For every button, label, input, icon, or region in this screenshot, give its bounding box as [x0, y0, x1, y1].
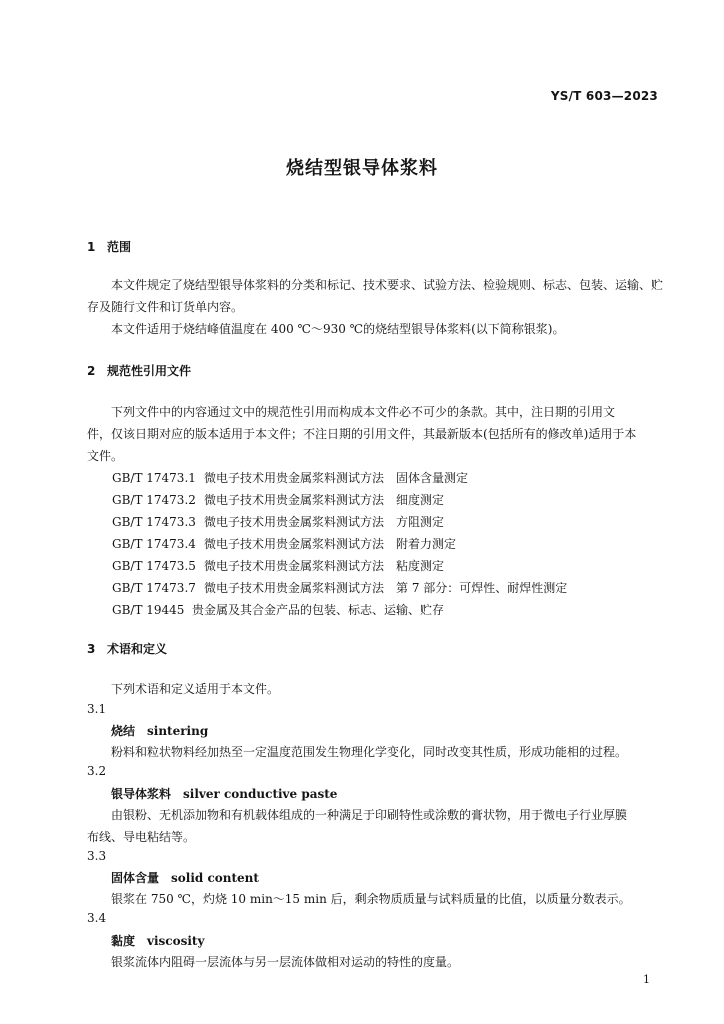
term-en: silver conductive paste: [183, 787, 338, 801]
section-number: 3: [87, 642, 96, 656]
term-name: [111, 932, 204, 949]
reference-code: GB/T 17473.4: [112, 537, 196, 551]
section-number: 1: [87, 240, 96, 254]
term-number: 3.1: [87, 702, 107, 716]
document-title: 烧结型银导体浆料: [286, 158, 438, 179]
section-title: 范围: [107, 240, 132, 254]
reference-item: [112, 579, 567, 596]
term-name: [111, 722, 208, 739]
term-zh: 黏度: [111, 934, 136, 948]
page-number: 1: [643, 973, 650, 986]
term-name: [111, 869, 259, 886]
term-en: viscosity: [147, 934, 205, 948]
term-zh: 固体含量: [111, 871, 160, 885]
scope-para-1-line-2: 存及随行文件和订货单内容。: [87, 300, 244, 314]
reference-item: [112, 513, 444, 530]
reference-title: 微电子技术用贵金属浆料测试方法 方阻测定: [204, 515, 445, 529]
term-definition-continued: 布线、导电粘结等。: [87, 830, 196, 844]
reference-item: [112, 491, 444, 508]
term-definition: 银浆流体内阻碍一层流体与另一层流体做相对运动的特性的度量。: [111, 955, 460, 969]
standard-code: YS/T 603—2023: [550, 89, 658, 103]
section-number: 2: [87, 364, 96, 378]
reference-code: GB/T 17473.5: [112, 559, 196, 573]
normative-intro-line-3: 文件。: [87, 449, 124, 463]
section-3-heading: [87, 640, 167, 657]
reference-item: [112, 535, 456, 552]
reference-title: 微电子技术用贵金属浆料测试方法 固体含量测定: [204, 471, 469, 485]
reference-title: 贵金属及其合金产品的包装、标志、运输、贮存: [192, 603, 445, 617]
term-number: 3.2: [87, 764, 107, 778]
term-zh: 烧结: [111, 724, 136, 738]
normative-intro-line-1: 下列文件中的内容通过文中的规范性引用而构成本文件必不可少的条款。其中，注日期的引用文: [111, 405, 616, 419]
reference-item: [112, 557, 444, 574]
section-title: 术语和定义: [107, 642, 168, 656]
section-1-heading: [87, 238, 131, 255]
term-en: solid content: [171, 871, 259, 885]
reference-title: 微电子技术用贵金属浆料测试方法 第 7 部分：可焊性、耐焊性测定: [204, 581, 568, 595]
reference-item: [112, 601, 444, 618]
terms-intro: 下列术语和定义适用于本文件。: [111, 682, 280, 696]
reference-title: 微电子技术用贵金属浆料测试方法 细度测定: [204, 493, 445, 507]
normative-intro-line-2: 件，仅该日期对应的版本适用于本文件；不注日期的引用文件，其最新版本(包括所有的修改单)适用于本: [87, 427, 637, 441]
scope-para-2: 本文件适用于烧结峰值温度在 400 ℃～930 ℃的烧结型银导体浆料(以下简称银浆)。: [111, 322, 565, 336]
term-number: 3.3: [87, 849, 107, 863]
term-zh: 银导体浆料: [111, 787, 172, 801]
reference-title: 微电子技术用贵金属浆料测试方法 附着力测定: [204, 537, 457, 551]
reference-code: GB/T 19445: [112, 603, 185, 617]
reference-code: GB/T 17473.2: [112, 493, 196, 507]
reference-title: 微电子技术用贵金属浆料测试方法 粘度测定: [204, 559, 445, 573]
section-title: 规范性引用文件: [107, 364, 192, 378]
scope-para-1-line-1: 本文件规定了烧结型银导体浆料的分类和标记、技术要求、试验方法、检验规则、标志、包装、运输、贮: [111, 278, 664, 292]
term-definition: 粉料和粒状物料经加热至一定温度范围发生物理化学变化，同时改变其性质，形成功能相的过程。: [111, 745, 628, 759]
reference-code: GB/T 17473.3: [112, 515, 196, 529]
term-definition: 银浆在 750 ℃，灼烧 10 min～15 min 后，剩余物质质量与试料质量的比值，以质量分数表示。: [111, 892, 631, 906]
reference-code: GB/T 17473.1: [112, 471, 196, 485]
section-2-heading: [87, 362, 191, 379]
reference-item: [112, 469, 468, 486]
term-number: 3.4: [87, 911, 107, 925]
term-en: sintering: [147, 724, 209, 738]
reference-code: GB/T 17473.7: [112, 581, 196, 595]
term-name: [111, 785, 337, 802]
term-definition: 由银粉、无机添加物和有机载体组成的一种满足于印刷特性或涂敷的膏状物，用于微电子行业厚膜: [111, 808, 628, 822]
